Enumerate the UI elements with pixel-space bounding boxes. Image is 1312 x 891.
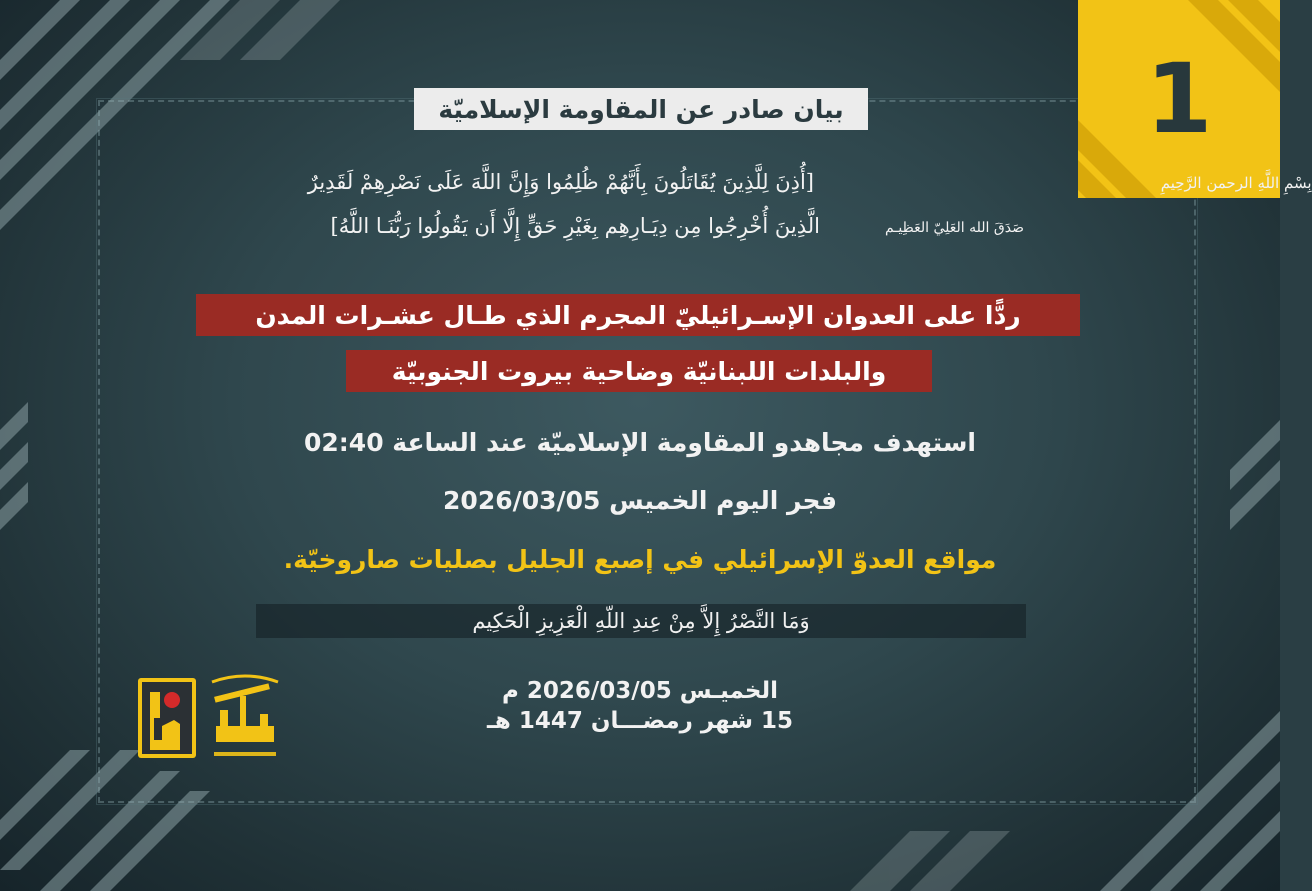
date-hijri: 15 شهر رمضـــان 1447 هـ <box>487 708 793 734</box>
body-line-1: استهدف مجاهدو المقاومة الإسلاميّة عند الساعة 02:40 <box>304 428 976 457</box>
verse-closing: صَدَقَ الله العَلِيّ العَظِيـم <box>885 220 1024 236</box>
page-title: بيان صادر عن المقاومة الإسلاميّة <box>414 88 868 130</box>
resistance-emblem-logo <box>138 678 196 758</box>
red-banner-line-1: ردًّا على العدوان الإسـرائيليّ المجرم الذي طـال عشـرات المدن <box>196 294 1080 336</box>
statement-number: 1 <box>1145 43 1213 155</box>
body-line-2: فجر اليوم الخميس 2026/03/05 <box>443 486 837 515</box>
body-line-3-highlight: مواقع العدوّ الإسرائيلي في إصبع الجليل بصليات صاروخيّة. <box>283 545 997 574</box>
hezbollah-emblem-logo <box>206 670 284 768</box>
closing-verse: وَمَا النَّصْرُ إِلاَّ مِنْ عِندِ اللّهِ الْعَزِيزِ الْحَكِيم <box>256 604 1026 638</box>
verse-line-2: الَّذِينَ أُخْرِجُوا مِن دِيَـارِهِم بِغَيْرِ حَقٍّ إِلَّا أَن يَقُولُوا رَبُّنَـا اللَّهُ] <box>330 214 820 238</box>
red-banner-line-2: والبلدات اللبنانيّة وضاحية بيروت الجنوبيّة <box>346 350 932 392</box>
date-gregorian: الخميـس 2026/03/05 م <box>502 678 778 704</box>
basmala: بِسْمِ اللَّهِ الرحمن الرَّحِيمِ <box>1160 174 1312 192</box>
verse-line-1: [أُذِنَ لِلَّذِينَ يُقَاتَلُونَ بِأَنَّهُمْ ظُلِمُوا وَإِنَّ اللَّهَ عَلَى نَصْرِهِمْ لَقَدِيرٌ <box>307 170 814 194</box>
statement-number-badge <box>1078 0 1280 198</box>
